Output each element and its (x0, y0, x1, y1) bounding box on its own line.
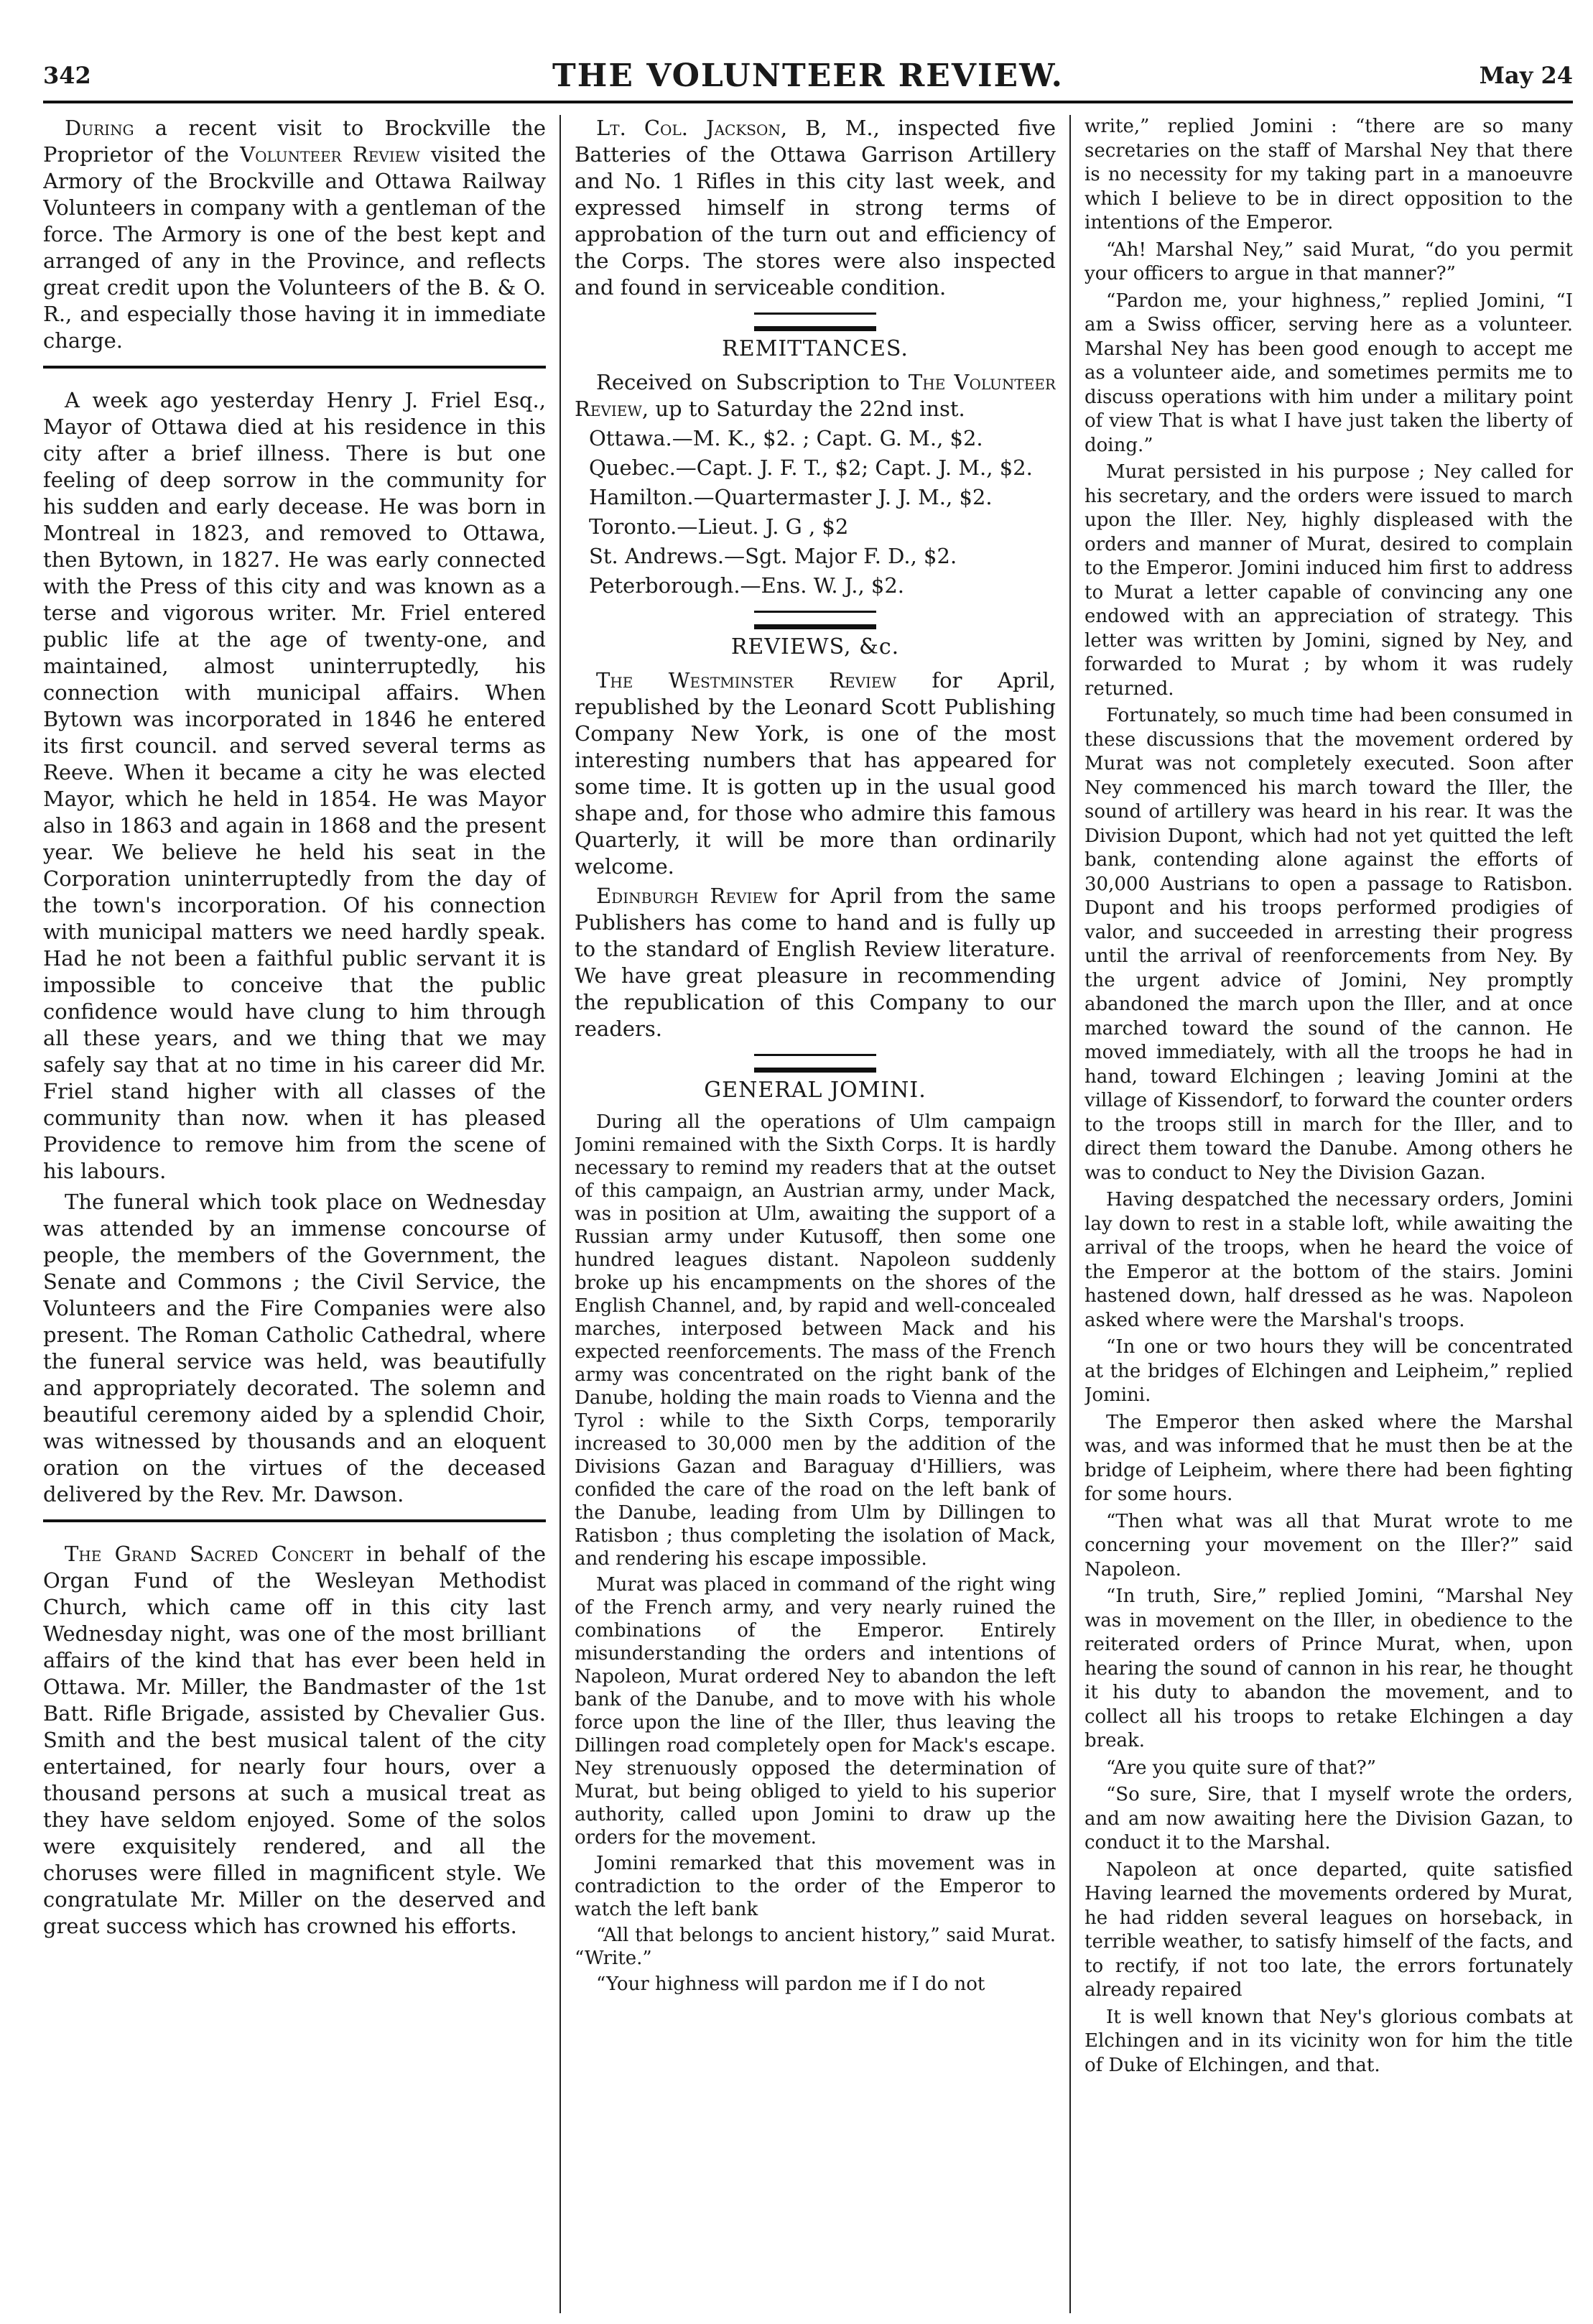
remittances-intro: Received on Subscription to The Volunteer Review, up to Saturday the 22nd inst. (575, 370, 1056, 421)
jomini-paragraph: “All that belongs to ancient history,” said Murat. “Write.” (575, 1925, 1056, 1969)
jomini-paragraph: Having despatched the necessary orders, Jomini lay down to rest in a stable loft, while awaiting the arrival of the troops, when he heard the voice of the Emperor at the bottom of the stairs. Jomini hastened down, half dressed as he was. Napoleon asked where were the Marshal's troops. (1085, 1189, 1573, 1331)
jomini-paragraph: Murat persisted in his purpose ; Ney called for his secretary, and the orders were issued to march upon the Iller. Ney, highly displeased with the orders and manner of Murat, desired to complain to the Emperor. Jomini induced him first to address to Murat a letter capable of convincing any one endowed with an appreciation of strategy. This letter was written by Jomini, signed by Ney, and forwarded to Murat ; by whom it was rudely returned. (1085, 461, 1573, 700)
jomini-paragraph: “Are you quite sure of that?” (1106, 1756, 1377, 1779)
jomini-paragraph: “Your highness will pardon me if I do not (596, 1973, 985, 1995)
remittance-line: Ottawa.—M. K., $2. ; Capt. G. M., $2. (589, 426, 983, 450)
westminster-review-notice: The Westminster Review for April, republished by the Leonard Scott Publishing Company New York, is one of the most interesting numbers that has appeared for some time. It is gotten up in the usual good shape and, for those who admire this famous Quarterly, it will be more than ordinarily welcome. (575, 668, 1056, 879)
article-separator (43, 1519, 546, 1522)
reviews-heading: REVIEWS, &c. (730, 634, 900, 659)
jomini-paragraph: During all the operations of Ulm campaign Jomini remained with the Sixth Corps. It is hardly necessary to remind my readers that at the outset of this campaign, an Austrian army, under Mack, was in position at Ulm, awaiting the support of a Russian army under Kutusoff, then some one hundred leagues distant. Napoleon suddenly broke up his encampments on the shores of the English Channel, and, by rapid and well-concealed marches, interposed between Mack and his expected reenforcements. The mass of the French army was concentrated on the right bank of the Danube, holding the main roads to Vienna and the Tyrol : while to the Sixth Corps, temporarily increased to 30,000 men by the addition of the Divisions Gazan and Baraguay d'Hilliers, was confided the care of the road on the left bank of the Danube, leading from Ulm by Dillingen to Ratisbon ; thus completing the isolation of Mack, and rendering his escape impossible. (575, 1111, 1056, 1570)
jomini-paragraph: “So sure, Sire, that I myself wrote the orders, and am now awaiting here the Division Gazan, to conduct it to the Marshal. (1085, 1784, 1573, 1853)
jomini-paragraph: “Then what was all that Murat wrote to me concerning your movement on the Iller?” said Napoleon. (1085, 1510, 1573, 1580)
column-rule (1069, 115, 1071, 2313)
jomini-paragraph: “In one or two hours they will be concentrated at the bridges of Elchingen and Leipheim,” replied Jomini. (1085, 1336, 1573, 1406)
column-rule (559, 115, 561, 2313)
funeral-paragraph: The funeral which took place on Wednesday was attended by an immense concourse of people, the members of the Government, the Senate and Commons ; the Civil Service, the Volunteers and the Fire Companies were also present. The Roman Catholic Cathedral, where the funeral service was held, was beautifully and appropriately decorated. The solemn and beautiful ceremony aided by a splendid Choir, was witnessed by thousands and an eloquent oration on the virtues of the deceased delivered by the Rev. Mr. Dawson. (43, 1190, 546, 1506)
jomini-paragraph: “Pardon me, your highness,” replied Jomini, “I am a Swiss officer, serving here as a volunteer. Marshal Ney has been good enough to accept me as a volunteer aide, and sometimes permits me to discuss operations with him under a military point of view That is what I have just taken the liberty of doing.” (1085, 290, 1573, 456)
remittances-heading: REMITTANCES. (722, 336, 909, 361)
jomini-article-start (575, 1111, 1056, 1996)
brockville-armory-article: During a recent visit to Brockville the Proprietor of the Volunteer Review visited the Armory of the Brockville and Ottawa Railway Volunteers in company with a gentleman of the force. The Armory is one of the best kept and arranged of any in the Province, and reflects great credit upon the Volunteers of the B. & O. R., and especially those having it in immediate charge. (43, 116, 546, 353)
column-right (1085, 115, 1573, 2313)
column-middle (575, 115, 1056, 2313)
sacred-concert-article: The Grand Sacred Concert in behalf of the Organ Fund of the Wesleyan Methodist Church, which came off in this city last Wednesday night, was one of the most brilliant affairs of the kind that has ever been held in Ottawa. Mr. Miller, the Bandmaster of the 1st Batt. Rifle Brigade, assisted by Chevalier Gus. Smith and the best musical talent of the city entertained, for nearly four hours, over a thousand persons at such a musical treat as they have seldom enjoyed. Some of the solos were exquisitely rendered, and all the choruses were filled in magnificent style. We congratulate Mr. Miller on the deserved and great success which has crowned his efforts. (43, 1542, 546, 1938)
jomini-paragraph: It is well known that Ney's glorious combats at Elchingen and in its vicinity won for him the title of Duke of Elchingen, and that. (1085, 2006, 1573, 2076)
jomini-paragraph: Murat was placed in command of the right wing of the French army, and very nearly ruined the combinations of the Emperor. Entirely misunderstanding the orders and intentions of Napoleon, Murat ordered Ney to abandon the left bank of the Danube, and to move with his whole force upon the line of the Iller, thus leaving the Dillingen road completely open for Mack's escape. Ney strenuously opposed the determination of Murat, but being obliged to yield to his superior authority, called upon Jomini to draw up the orders for the movement. (575, 1574, 1056, 1848)
ornamental-rule (754, 313, 876, 331)
page-header (43, 57, 1573, 103)
article-separator (43, 366, 546, 369)
jomini-paragraph: Jomini remarked that this movement was in contradiction to the order of the Emperor to watch the left bank (575, 1853, 1056, 1920)
page-number: 342 (43, 62, 91, 89)
remittance-line: Peterborough.—Ens. W. J., $2. (589, 573, 905, 598)
jomini-paragraph: Napoleon at once departed, quite satisfied Having learned the movements ordered by Murat, he had ridden several leagues on horseback, in terrible weather, to satisfy himself of the facts, and to rectify, if not too late, the errors fortunately already repaired (1085, 1858, 1573, 2001)
edinburgh-review-notice: Edinburgh Review for April from the same Publishers has come to hand and is fully up to the standard of English Review literature. We have great pleasure in recommending the republication of this Company to our readers. (575, 884, 1056, 1041)
inspection-article: Lt. Col. Jackson, B, M., inspected five Batteries of the Ottawa Garrison Artillery and No. 1 Rifles in this city last week, and expressed himself in strong terms of approbation of the turn out and efficiency of the Corps. The stores were also inspected and found in serviceable condition. (575, 116, 1056, 300)
masthead-title: THE VOLUNTEER REVIEW. (552, 57, 1064, 94)
mayor-friel-obituary: A week ago yesterday Henry J. Friel Esq., Mayor of Ottawa died at his residence in this city after a brief illness. There is but one feeling of deep sorrow in the community for his sudden and early decease. He was born in Montreal in 1823, and removed to Ottawa, then Bytown, in 1827. He was early connected with the Press of this city and was known as a terse and vigorous writer. Mr. Friel entered public life at the age of twenty-one, and maintained, almost uninterruptedly, his connection with municipal affairs. When Bytown was incorporated in 1846 he entered its first council. and served several terms as Reeve. When it became a city he was elected Mayor, which he held in 1854. He was Mayor also in 1863 and again in 1868 and the present year. We believe he held his seat in the Corporation uninterruptedly from the day of the town's incorporation. Of his connection with municipal matters we need hardly speak. Had he not been a faithful public servant it is impossible to conceive that the public confidence would have clung to him through all these years, and we thing that we may safely say that at no time in his career did Mr. Friel stand higher with all classes of the community than now. when it has pleased Providence to remove him from the scene of his labours. (43, 388, 546, 1183)
remittance-line: St. Andrews.—Sgt. Major F. D., $2. (589, 544, 957, 568)
ornamental-rule (754, 611, 876, 629)
jomini-paragraph: “Ah! Marshal Ney,” said Murat, “do you permit your officers to argue in that manner?” (1085, 239, 1573, 284)
ornamental-rule (754, 1054, 876, 1073)
remittance-line: Toronto.—Lieut. J. G , $2 (589, 514, 849, 539)
jomini-paragraph: Fortunately, so much time had been consumed in these discussions that the movement ordered by Murat was not completely executed. Soon after Ney commenced his march toward the Iller, the sound of artillery was heard in his rear. It was the Division Dupont, which had not yet quitted the left bank, contending alone against the efforts of 30,000 Austrians to open a passage to Ratisbon. Dupont and his troops performed prodigies of valor, and succeeded in arresting their progress until the arrival of reenforcements from Ney. By the urgent advice of Jomini, Ney promptly abandoned the march upon the Iller, and at once marched toward the sound of the cannon. He moved immediately, with all the troops he had in hand, toward Elchingen ; leaving Jomini at the village of Kissendorf, to forward the counter orders to the troops still in march for the Iller, and to direct them toward the Danube. Among others he was to conduct to Ney the Division Gazan. (1085, 705, 1573, 1184)
jomini-paragraph: The Emperor then asked where the Marshal was, and was informed that he must then be at the bridge of Leipheim, where there had been fighting for some hours. (1085, 1411, 1573, 1505)
remittance-line: Quebec.—Capt. J. F. T., $2; Capt. J. M., $2. (589, 455, 1033, 480)
jomini-paragraph: “In truth, Sire,” replied Jomini, “Marshal Ney was in movement on the Iller, in obedience to the reiterated orders of Prince Murat, when, upon hearing the sound of cannon in his rear, he thought it his duty to abandon the movement, and to collect all his troops to retake Elchingen a day break. (1085, 1585, 1573, 1751)
remittance-line: Hamilton.—Quartermaster J. J. M., $2. (589, 485, 993, 509)
jomini-heading: GENERAL JOMINI. (704, 1078, 926, 1103)
jomini-paragraph: write,” replied Jomini : “there are so many secretaries on the staff of Marshal Ney that there is no necessity for my taking part in a manoeuvre which I believe to be in direct opposition to the intentions of the Emperor. (1085, 116, 1573, 233)
column-left (43, 115, 546, 2313)
issue-date: May 24 (1479, 62, 1573, 89)
